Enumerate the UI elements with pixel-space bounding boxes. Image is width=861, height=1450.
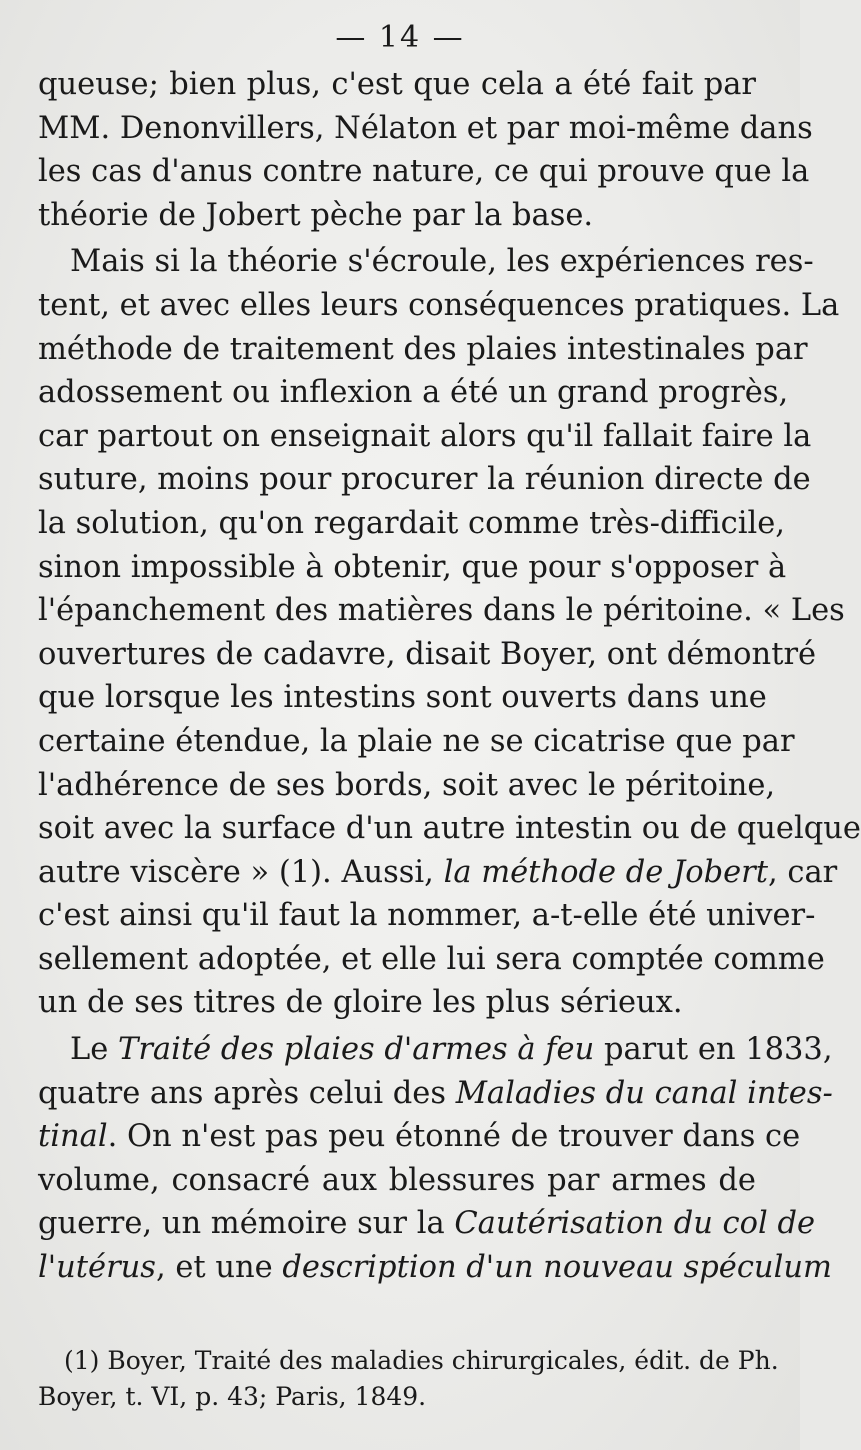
text-line: sellement adoptée, et elle lui sera comptée comme <box>38 941 825 977</box>
text-line: car partout on enseignait alors qu'il fallait faire la <box>38 418 812 454</box>
text-run: autre viscère » (1). Aussi, <box>38 854 444 890</box>
paragraph-2 <box>38 240 861 1025</box>
text-run: guerre, un mémoire sur la <box>38 1206 455 1242</box>
text-line: volume, consacré aux blessures par armes de <box>38 1162 756 1198</box>
text-line: un de ses titres de gloire les plus sérieux. <box>38 985 683 1021</box>
page-number: — 14 — <box>335 20 465 55</box>
text-line: la solution, qu'on regardait comme très-difficile, <box>38 505 785 541</box>
paragraph-3 <box>38 1028 833 1290</box>
text-line: sinon impossible à obtenir, que pour s'opposer à <box>38 549 787 585</box>
footnote-line: Boyer, t. VI, p. 43; Paris, 1849. <box>38 1382 427 1411</box>
text-line: les cas d'anus contre nature, ce qui prouve que la <box>38 154 810 190</box>
text-line: queuse; bien plus, c'est que cela a été fait par <box>38 67 756 102</box>
text-line: l'adhérence de ses bords, soit avec le péritoine, <box>38 767 776 803</box>
text-run: Le <box>70 1032 118 1068</box>
text-line: c'est ainsi qu'il faut la nommer, a-t-elle été univer- <box>38 898 816 934</box>
text-line: tent, et avec elles leurs conséquences pratiques. La <box>38 287 840 323</box>
text-run: parut en 1833, <box>594 1032 833 1068</box>
text-run: . On n'est pas peu étonné de trouver dans ce <box>107 1119 801 1155</box>
text-line <box>38 1115 801 1159</box>
text-line: MM. Denonvillers, Nélaton et par moi-même dans <box>38 110 813 146</box>
italic-run: la méthode de Jobert <box>443 854 768 890</box>
text-line <box>38 851 838 895</box>
italic-run: l'utérus <box>38 1250 156 1286</box>
text-run: , et une <box>155 1250 283 1286</box>
text-line: adossement ou inflexion a été un grand progrès, <box>38 375 789 411</box>
text-line <box>38 1202 816 1246</box>
text-line: que lorsque les intestins sont ouverts dans une <box>38 680 767 716</box>
text-line: méthode de traitement des plaies intestinales par <box>38 331 808 367</box>
italic-run: description d'un nouveau spéculum <box>282 1250 832 1286</box>
italic-run: tinal <box>38 1119 108 1155</box>
footnote <box>38 1343 779 1415</box>
text-line <box>38 1028 833 1072</box>
text-line: certaine étendue, la plaie ne se cicatrise que par <box>38 723 795 759</box>
text-line: Mais si la théorie s'écroule, les expériences res- <box>70 244 814 280</box>
body-text <box>38 63 861 1290</box>
text-line: ouvertures de cadavre, disait Boyer, ont démontré <box>38 636 817 672</box>
paragraph-1 <box>38 63 813 237</box>
text-line <box>38 1246 832 1290</box>
text-line: l'épanchement des matières dans le péritoine. « Les <box>38 593 845 629</box>
text-run: , car <box>767 854 838 890</box>
text-run: quatre ans après celui des <box>38 1075 456 1111</box>
text-line <box>38 1072 833 1116</box>
footnote-line: (1) Boyer, Traité des maladies chirurgicales, édit. de Ph. <box>64 1346 779 1375</box>
italic-run: Cautérisation du col de <box>454 1206 816 1242</box>
italic-run: Maladies du canal intes- <box>455 1075 833 1111</box>
italic-run: Traité des plaies d'armes à feu <box>118 1032 595 1068</box>
text-line: soit avec la surface d'un autre intestin ou de quelque <box>38 811 861 847</box>
text-line: théorie de Jobert pèche par la base. <box>38 197 594 233</box>
text-line: suture, moins pour procurer la réunion directe de <box>38 462 811 498</box>
